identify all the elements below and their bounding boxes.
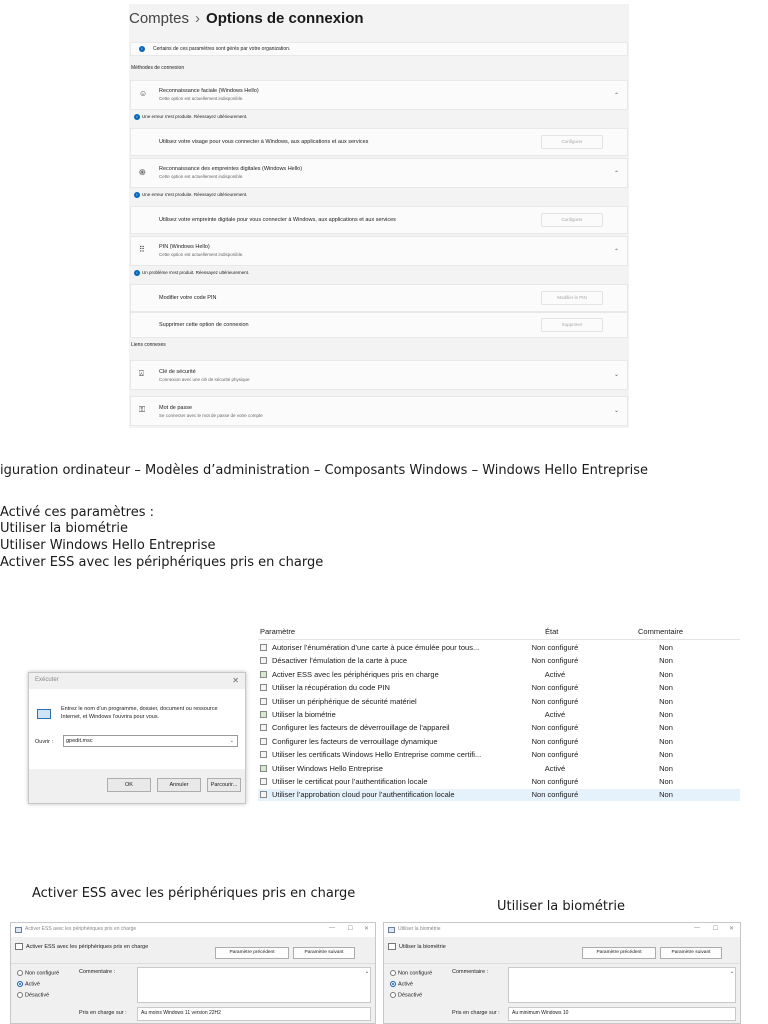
scroll-up-icon[interactable]: ▴	[730, 969, 733, 974]
setting-comment-cell: Non	[659, 683, 673, 693]
open-input-value: gpedit.msc	[66, 738, 93, 744]
setting-state-cell: Non configuré	[531, 643, 579, 652]
column-header-comment[interactable]: Commentaire	[638, 627, 684, 636]
setting-name-cell: Utiliser Windows Hello Entreprise	[272, 763, 383, 773]
methods-section-label: Méthodes de connexion	[131, 65, 185, 71]
table-row[interactable]	[258, 789, 740, 800]
bio-title-bar	[384, 923, 740, 937]
radio-disabled[interactable]: Désactivé	[390, 992, 422, 998]
fingerprint-error-row	[130, 188, 628, 202]
policy-setting-icon	[260, 644, 267, 651]
info-icon: i	[134, 270, 140, 276]
remove-pin-button[interactable]: Supprimer	[541, 318, 603, 332]
setting-state-cell: Non configuré	[531, 777, 579, 786]
enabled-setting-item: Activer ESS avec les périphériques pris en charge	[0, 555, 324, 570]
open-input[interactable]	[63, 735, 238, 747]
setting-comment-cell: Non	[659, 736, 673, 746]
setting-state-cell: Non configuré	[531, 696, 579, 706]
setting-name-cell: Utiliser la récupération du code PIN	[272, 683, 390, 693]
setting-comment-cell: Non	[659, 790, 673, 800]
setting-comment-cell: Non	[659, 656, 673, 666]
supported-on-value: Au moins Windows 11 version 22H2	[137, 1007, 371, 1021]
previous-setting-button[interactable]: Paramètre précédent	[582, 947, 656, 959]
related-links-label: Liens connexes	[131, 342, 166, 348]
gpo-path-line: iguration ordinateur – Modèles d’administration – Composants Windows – Windows Hello Entreprise	[0, 463, 649, 478]
cancel-button[interactable]: Annuler	[157, 778, 201, 792]
setting-state-cell: Non configuré	[531, 723, 579, 733]
password-subtitle: Se connecter avec le mot de passe de votre compte	[159, 413, 263, 418]
policy-setting-icon	[260, 724, 267, 731]
close-icon[interactable]: ✕	[728, 926, 734, 932]
run-dialog	[28, 672, 246, 804]
table-row[interactable]	[258, 696, 740, 707]
fingerprint-error: i Une erreur s'est produite. Réessayez ultérieurement.	[134, 192, 247, 198]
close-icon[interactable]: ✕	[363, 926, 369, 932]
setting-comment-cell: Non	[659, 696, 673, 706]
security-key-subtitle: Connexion avec une clé de sécurité physique	[159, 377, 250, 382]
pin-subtitle: Cette option est actuellement indisponible.	[159, 252, 244, 257]
key-icon: ⚿	[139, 405, 146, 414]
fingerprint-action-text: Utilisez votre empreinte digitale pour vous connecter à Windows, aux applications et aux services	[159, 217, 396, 223]
table-row[interactable]	[258, 736, 740, 747]
setting-name-cell: Autoriser l’énumération d’une carte à puce émulée pour tous...	[272, 643, 480, 652]
table-row[interactable]	[258, 682, 740, 693]
enabled-setting-item: Utiliser Windows Hello Entreprise	[0, 538, 216, 553]
radio-enabled[interactable]: Activé	[17, 981, 40, 987]
policy-setting-icon	[260, 711, 267, 718]
divider	[384, 963, 740, 964]
info-icon: i	[134, 192, 140, 198]
table-row[interactable]	[258, 776, 740, 787]
policy-setting-icon	[260, 738, 267, 745]
next-setting-button[interactable]: Paramètre suivant	[660, 947, 722, 959]
breadcrumb-separator: ›	[195, 10, 201, 27]
comment-textarea[interactable]	[137, 967, 371, 1003]
comment-label: Commentaire :	[79, 969, 116, 975]
table-header	[258, 624, 740, 640]
keypad-icon: ⠿	[139, 245, 145, 254]
fingerprint-row[interactable]	[130, 158, 628, 188]
policy-setting-icon	[260, 684, 267, 691]
comment-label: Commentaire :	[452, 969, 489, 975]
radio-not-configured[interactable]: Non configuré	[17, 970, 59, 976]
ess-window-title: Activer ESS avec les périphériques pris en charge	[25, 926, 137, 932]
fingerprint-title: Reconnaissance des empreintes digitales (Windows Hello)	[159, 166, 303, 172]
setting-name-cell: Désactiver l’émulation de la carte à puce	[272, 656, 408, 666]
setting-name-cell: Activer ESS avec les périphériques pris en charge	[272, 669, 439, 679]
run-program-icon	[37, 709, 51, 719]
biometrics-policy-dialog	[383, 922, 741, 1024]
setting-comment-cell: Non	[659, 669, 673, 679]
policy-icon	[15, 943, 23, 950]
ess-policy-name: Activer ESS avec les périphériques pris en charge	[15, 943, 148, 950]
page-title: Options de connexion	[206, 10, 364, 27]
table-row[interactable]	[258, 722, 740, 733]
chevron-down-icon[interactable]: ⌄	[229, 738, 234, 744]
policy-setting-icon	[260, 751, 267, 758]
table-row[interactable]	[258, 669, 740, 680]
comment-textarea[interactable]	[508, 967, 736, 1003]
ess-policy-dialog	[10, 922, 376, 1024]
run-description: Entrez le nom d’un programme, dossier, document ou ressource Internet, et Windows l’ouvrira pour vous.	[61, 706, 218, 720]
setting-comment-cell: Non	[659, 723, 673, 733]
chevron-up-icon[interactable]: ⌃	[613, 249, 619, 255]
pin-error: i Un problème s'est produit. Réessayez ultérieurement.	[134, 270, 249, 276]
setting-name-cell: Utiliser la biométrie	[272, 710, 336, 719]
password-row[interactable]	[130, 396, 628, 426]
setting-name-cell: Utiliser les certificats Windows Hello Entreprise comme certifi...	[272, 750, 482, 760]
supported-on-value: Au minimum Windows 10	[508, 1007, 736, 1021]
setting-state-cell: Non configuré	[531, 750, 579, 760]
table-row[interactable]	[258, 709, 740, 720]
bio-window-title: Utiliser la biométrie	[398, 926, 441, 932]
table-row[interactable]	[258, 763, 740, 774]
org-notice	[130, 42, 628, 56]
policy-icon	[388, 943, 396, 950]
chevron-down-icon[interactable]: ⌄	[613, 372, 619, 378]
policy-setting-icon	[260, 791, 267, 798]
policy-settings-table	[258, 624, 740, 810]
change-pin-button[interactable]: Modifier le PIN	[541, 291, 603, 305]
fingerprint-subtitle: Cette option est actuellement indisponible.	[159, 174, 244, 179]
setting-name-cell: Configurer les facteurs de verrouillage dynamique	[272, 736, 438, 746]
setting-state-cell: Activé	[544, 669, 566, 679]
face-action-text: Utilisez votre visage pour vous connecter à Windows, aux applications et aux services	[159, 139, 369, 145]
ess-caption: Activer ESS avec les périphériques pris en charge	[32, 886, 356, 901]
setting-state-cell: Non configuré	[531, 790, 579, 800]
setting-comment-cell: Non	[659, 777, 673, 786]
ess-title-bar	[11, 923, 375, 937]
usb-key-icon: ⍓	[139, 369, 144, 378]
policy-icon	[388, 927, 395, 933]
setting-comment-cell: Non	[659, 750, 673, 760]
org-notice-text: Certains de ces paramètres sont gérés par votre organization.	[153, 46, 291, 52]
table-row[interactable]	[258, 655, 740, 666]
setting-state-cell: Non configuré	[531, 736, 579, 746]
pin-change-row	[130, 284, 628, 312]
setting-comment-cell: Non	[659, 710, 673, 719]
pin-row[interactable]	[130, 236, 628, 266]
setting-name-cell: Configurer les facteurs de déverrouillage de l’appareil	[272, 723, 450, 733]
minimize-icon[interactable]: —	[694, 925, 700, 931]
security-key-row[interactable]	[130, 360, 628, 390]
chevron-up-icon[interactable]: ⌃	[613, 93, 619, 99]
table-row[interactable]	[258, 642, 740, 653]
column-header-state[interactable]: État	[545, 627, 559, 636]
face-recognition-row[interactable]	[130, 80, 628, 110]
fingerprint-action-row	[130, 206, 628, 234]
face-subtitle: Cette option est actuellement indisponible.	[159, 96, 244, 101]
minimize-icon[interactable]: —	[329, 925, 335, 931]
supported-on-label: Pris en charge sur :	[79, 1010, 127, 1016]
fingerprint-configure-button[interactable]: Configurer	[541, 213, 603, 227]
column-header-setting[interactable]: Paramètre	[260, 627, 296, 636]
chevron-down-icon[interactable]: ⌄	[613, 408, 619, 414]
fingerprint-icon: ֍	[139, 168, 146, 177]
breadcrumb	[129, 10, 364, 27]
chevron-up-icon[interactable]: ⌃	[613, 171, 619, 177]
setting-state-cell: Non configuré	[531, 683, 579, 693]
policy-setting-icon	[260, 657, 267, 664]
supported-on-label: Pris en charge sur :	[452, 1010, 500, 1016]
face-action-row	[130, 128, 628, 156]
scroll-up-icon[interactable]: ▴	[365, 969, 368, 974]
setting-comment-cell: Non	[659, 643, 673, 652]
maximize-icon[interactable]: ☐	[712, 926, 718, 932]
info-icon: i	[134, 114, 140, 120]
policy-setting-icon	[260, 671, 267, 678]
radio-disabled[interactable]: Désactivé	[17, 992, 49, 998]
radio-not-configured[interactable]: Non configuré	[390, 970, 432, 976]
run-dialog-body	[29, 689, 245, 769]
policy-setting-icon	[260, 765, 267, 772]
pin-title: PIN (Windows Hello)	[159, 244, 210, 250]
pin-remove-text: Supprimer cette option de connexion	[159, 322, 249, 328]
pin-change-text: Modifier votre code PIN	[159, 295, 217, 301]
maximize-icon[interactable]: ☐	[347, 926, 353, 932]
pin-error-row	[130, 266, 628, 280]
browse-button[interactable]: Parcourir...	[207, 778, 241, 792]
next-setting-button[interactable]: Paramètre suivant	[293, 947, 355, 959]
enabled-setting-item: Utiliser la biométrie	[0, 521, 128, 536]
setting-name-cell: Utiliser un périphérique de sécurité matériel	[272, 696, 417, 706]
setting-name-cell: Utiliser le certificat pour l’authentification locale	[272, 777, 428, 786]
previous-setting-button[interactable]: Paramètre précédent	[215, 947, 289, 959]
setting-state-cell: Activé	[544, 763, 566, 773]
run-dialog-title: Exécuter	[35, 677, 59, 683]
pin-remove-row	[130, 312, 628, 338]
policy-setting-icon	[260, 698, 267, 705]
password-title: Mot de passe	[159, 405, 193, 411]
divider	[11, 963, 375, 964]
face-title: Reconnaissance faciale (Windows Hello)	[159, 88, 259, 94]
setting-comment-cell: Non	[659, 763, 673, 773]
radio-enabled[interactable]: Activé	[390, 981, 413, 987]
breadcrumb-parent[interactable]: Comptes	[129, 10, 190, 27]
face-configure-button[interactable]: Configurer	[541, 135, 603, 149]
setting-name-cell: Utiliser l’approbation cloud pour l’authentification locale	[272, 790, 455, 800]
face-error-row	[130, 110, 628, 124]
setting-state-cell: Activé	[544, 710, 566, 719]
policy-icon	[15, 927, 22, 933]
close-icon[interactable]: ✕	[232, 676, 239, 685]
bio-caption: Utiliser la biométrie	[497, 899, 625, 914]
bio-policy-name: Utiliser la biométrie	[388, 943, 446, 950]
setting-state-cell: Non configuré	[531, 656, 579, 666]
smile-icon: ☺	[139, 89, 148, 98]
table-row[interactable]	[258, 749, 740, 760]
sign-in-options-panel	[129, 4, 629, 428]
info-icon: i	[139, 46, 145, 52]
enabled-settings-intro: Activé ces paramètres :	[0, 505, 155, 520]
face-error: i Une erreur s'est produite. Réessayez ultérieurement.	[134, 114, 247, 120]
policy-setting-icon	[260, 778, 267, 785]
ok-button[interactable]: OK	[107, 778, 151, 792]
security-key-title: Clé de sécurité	[159, 369, 196, 375]
open-label: Ouvrir :	[35, 739, 54, 745]
